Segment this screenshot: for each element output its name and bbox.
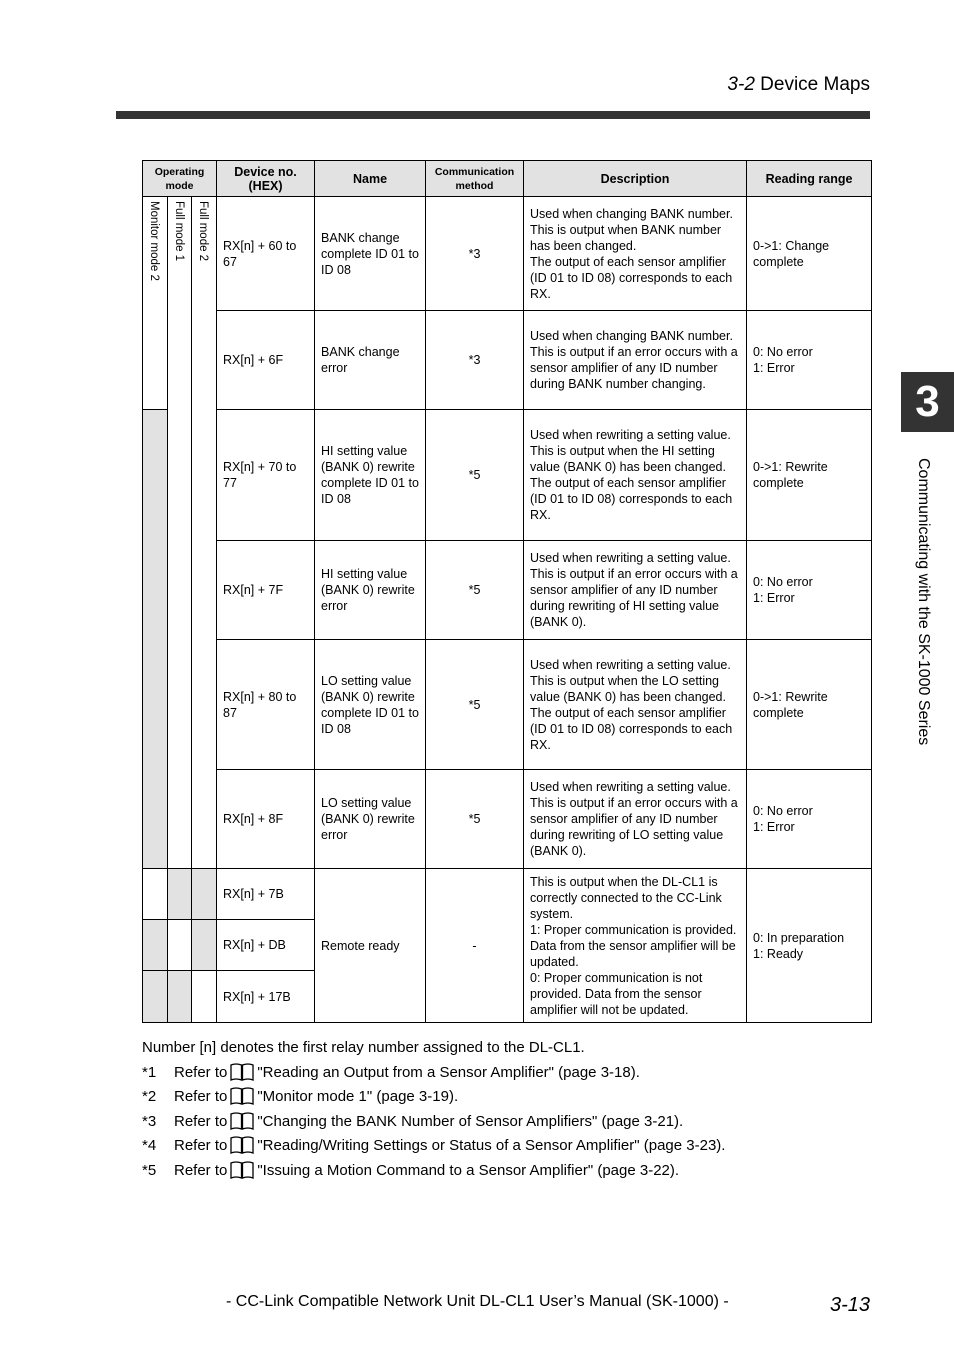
name-cell: HI setting value (BANK 0) rewrite error [315, 541, 426, 640]
book-icon [229, 1086, 255, 1105]
name-cell: LO setting value (BANK 0) rewrite complete ID 01 to ID 08 [315, 640, 426, 770]
note-item [142, 1061, 725, 1086]
mode-not-applicable-cell [143, 410, 168, 869]
description-cell: Used when rewriting a setting value. This is output if an error occurs with a sensor amplifier of any ID number during rewriting of HI setting value (BANK 0). [524, 541, 747, 640]
mode-applicable-cell [168, 920, 192, 971]
mode-full-mode-2 [192, 197, 217, 869]
description-cell: Used when rewriting a setting value. This is output if an error occurs with a sensor amplifier of any ID number during rewriting of LO setting value (BANK 0). [524, 770, 747, 869]
section-title: Device Maps [760, 74, 870, 95]
method-cell: *5 [426, 770, 524, 869]
notes-intro: Number [n] denotes the first relay number assigned to the DL-CL1. [142, 1039, 585, 1056]
note-key: *5 [142, 1161, 157, 1179]
chapter-title: Communicating with the SK-1000 Series [915, 458, 932, 746]
section-number: 3-2 [727, 74, 755, 95]
mode-full-mode-1 [168, 197, 192, 869]
note-key: *3 [142, 1112, 157, 1130]
footer-manual-title: - CC-Link Compatible Network Unit DL-CL1 User’s Manual (SK-1000) - [226, 1293, 729, 1310]
refer-label: Refer to [174, 1137, 228, 1154]
device-no-cell: RX[n] + 6F [217, 311, 315, 410]
note-key: *2 [142, 1088, 157, 1105]
device-no-cell: RX[n] + 8F [217, 770, 315, 869]
table-row [143, 410, 872, 541]
note-reference-link[interactable]: "Monitor mode 1" (page 3-19). [257, 1088, 459, 1105]
page-number: 3-13 [829, 1294, 870, 1316]
refer-label: Refer to [174, 1161, 228, 1179]
device-map-table [142, 160, 872, 1023]
header-device-no: Device no. (HEX) [217, 161, 315, 197]
range-cell: 0: No error 1: Error [747, 770, 872, 869]
method-cell: *3 [426, 311, 524, 410]
book-icon [229, 1160, 255, 1179]
note-key: *1 [142, 1063, 157, 1081]
note-key: *4 [142, 1137, 157, 1154]
description-cell: This is output when the DL-CL1 is correctly connected to the CC-Link system. 1: Proper communication is provided. Data from the sensor amplifier will be updated. 0: Proper communication is not provided. Data from the sensor amplifier will not be updated. [524, 869, 747, 1023]
description-cell: Used when rewriting a setting value. This is output when the LO setting value (BANK 0) has been changed. The output of each sensor amplifier (ID 01 to ID 08) corresponds to each RX. [524, 640, 747, 770]
note-item [142, 1085, 725, 1110]
range-cell: 0: No error 1: Error [747, 311, 872, 410]
table-row [143, 541, 872, 640]
table-row [143, 197, 872, 311]
method-cell: *5 [426, 541, 524, 640]
mode-not-applicable-cell [143, 920, 168, 971]
device-no-cell: RX[n] + 7B [217, 869, 315, 920]
device-no-cell: RX[n] + 17B [217, 971, 315, 1023]
refer-label: Refer to [174, 1112, 228, 1130]
mode-not-applicable-cell [168, 869, 192, 920]
mode-not-applicable-cell [192, 869, 217, 920]
range-cell: 0: In preparation 1: Ready [747, 869, 872, 1023]
range-cell: 0->1: Rewrite complete [747, 640, 872, 770]
range-cell: 0: No error 1: Error [747, 541, 872, 640]
device-no-cell: RX[n] + DB [217, 920, 315, 971]
method-cell: *5 [426, 640, 524, 770]
table-row [143, 770, 872, 869]
note-reference-link[interactable]: "Issuing a Motion Command to a Sensor Amplifier" (page 3-22). [257, 1161, 680, 1179]
header-reading-range: Reading range [747, 161, 872, 197]
device-no-cell: RX[n] + 60 to 67 [217, 197, 315, 311]
header-description: Description [524, 161, 747, 197]
name-cell: BANK change complete ID 01 to ID 08 [315, 197, 426, 311]
note-reference-link[interactable]: "Changing the BANK Number of Sensor Amplifiers" (page 3-21). [257, 1112, 684, 1130]
mode-not-applicable-cell [168, 971, 192, 1023]
device-no-cell: RX[n] + 80 to 87 [217, 640, 315, 770]
header-communication-method: Communication method [426, 161, 524, 197]
mode-not-applicable-cell [192, 920, 217, 971]
book-icon [229, 1111, 255, 1130]
mode-label: Full mode 2 [197, 201, 209, 262]
header-rule [116, 111, 870, 119]
range-cell: 0->1: Change complete [747, 197, 872, 311]
device-no-cell: RX[n] + 70 to 77 [217, 410, 315, 541]
device-no-cell: RX[n] + 7F [217, 541, 315, 640]
mode-label: Full mode 1 [173, 201, 185, 262]
note-list [142, 1061, 725, 1184]
method-cell: *5 [426, 410, 524, 541]
note-reference-link[interactable]: "Reading an Output from a Sensor Amplifier" (page 3-18). [257, 1063, 640, 1081]
mode-applicable-cell [143, 869, 168, 920]
method-cell: *3 [426, 197, 524, 311]
header-name: Name [315, 161, 426, 197]
table-row [143, 869, 872, 920]
description-cell: Used when changing BANK number. This is output if an error occurs with a sensor amplifier of any ID number during BANK number changing. [524, 311, 747, 410]
mode-label: Monitor mode 2 [148, 201, 160, 281]
name-cell: HI setting value (BANK 0) rewrite complete ID 01 to ID 08 [315, 410, 426, 541]
mode-applicable-cell [192, 971, 217, 1023]
description-cell: Used when rewriting a setting value. This is output when the HI setting value (BANK 0) has been changed. The output of each sensor amplifier (ID 01 to ID 08) corresponds to each RX. [524, 410, 747, 541]
table-header-row [143, 161, 872, 197]
name-cell: BANK change error [315, 311, 426, 410]
book-icon [229, 1135, 255, 1154]
book-icon [229, 1062, 255, 1081]
note-item [142, 1159, 725, 1184]
table-row [143, 311, 872, 410]
mode-not-applicable-cell [143, 971, 168, 1023]
refer-label: Refer to [174, 1088, 228, 1105]
table-row [143, 640, 872, 770]
description-cell: Used when changing BANK number. This is output when BANK number has been changed. The output of each sensor amplifier (ID 01 to ID 08) corresponds to each RX. [524, 197, 747, 311]
chapter-tab: 3 [901, 372, 954, 432]
refer-label: Refer to [174, 1063, 228, 1081]
method-cell: - [426, 869, 524, 1023]
notes [142, 1036, 725, 1183]
header-operating-mode: Operating mode [143, 161, 217, 197]
name-cell: Remote ready [315, 869, 426, 1023]
note-item [142, 1134, 725, 1159]
note-item [142, 1110, 725, 1135]
name-cell: LO setting value (BANK 0) rewrite error [315, 770, 426, 869]
mode-monitor-mode-2 [143, 197, 168, 410]
range-cell: 0->1: Rewrite complete [747, 410, 872, 541]
note-reference-link[interactable]: "Reading/Writing Settings or Status of a Sensor Amplifier" (page 3-23). [257, 1137, 726, 1154]
section-header [600, 74, 870, 96]
